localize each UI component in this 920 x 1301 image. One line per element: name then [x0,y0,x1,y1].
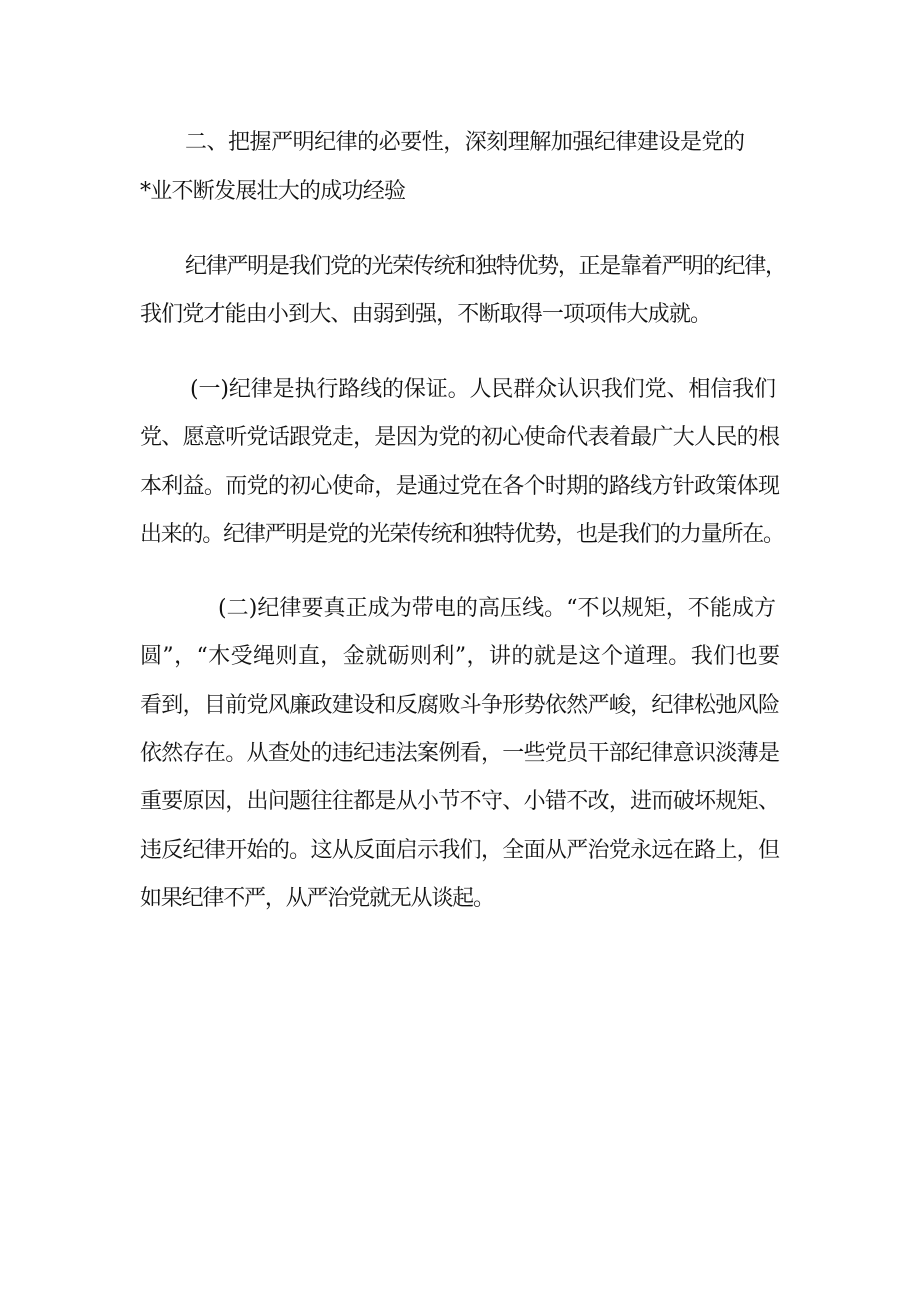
paragraph-3-line-2: 圆”，“木受绳则直，金就砺则利”，讲的就是这个道理。我们也要 [140,644,781,669]
section-heading-line-1: 二、把握严明纪律的必要性，深刻理解加强纪律建设是党的 [185,130,745,155]
paragraph-2-line-1: (一)纪律是执行路线的保证。人民群众认识我们党、相信我们 [190,377,776,402]
paragraph-2-line-3: 本利益。而党的初心使命，是通过党在各个时期的路线方针政策体现 [140,474,780,499]
paragraph-2-line-2: 党、愿意听党话跟党走，是因为党的初心使命代表着最广大人民的根 [140,425,780,450]
paragraph-3-line-6: 违反纪律开始的。这从反面启示我们，全面从严治党永远在路上，但 [140,838,780,863]
section-heading-line-2: *业不断发展壮大的成功经验 [140,179,406,204]
paragraph-1-line-1: 纪律严明是我们党的光荣传统和独特优势，正是靠着严明的纪律， [185,254,786,279]
paragraph-3-line-1: (二)纪律要真正成为带电的高压线。“不以规矩，不能成方 [218,596,777,621]
paragraph-3-line-3: 看到，目前党风廉政建设和反腐败斗争形势依然严峻，纪律松弛风险 [140,693,780,718]
paragraph-3-line-7: 如果纪律不严，从严治党就无从谈起。 [140,886,494,911]
paragraph-1-line-2: 我们党才能由小到大、由弱到强，不断取得一项项伟大成就。 [140,302,712,327]
paragraph-3-line-4: 依然存在。从查处的违纪违法案例看，一些党员干部纪律意识淡薄是 [140,741,780,766]
paragraph-3-line-5: 重要原因，出问题往往都是从小节不守、小错不改，进而破坏规矩、 [140,789,780,814]
paragraph-2-line-4: 出来的。纪律严明是党的光荣传统和独特优势，也是我们的力量所在。 [140,522,784,547]
